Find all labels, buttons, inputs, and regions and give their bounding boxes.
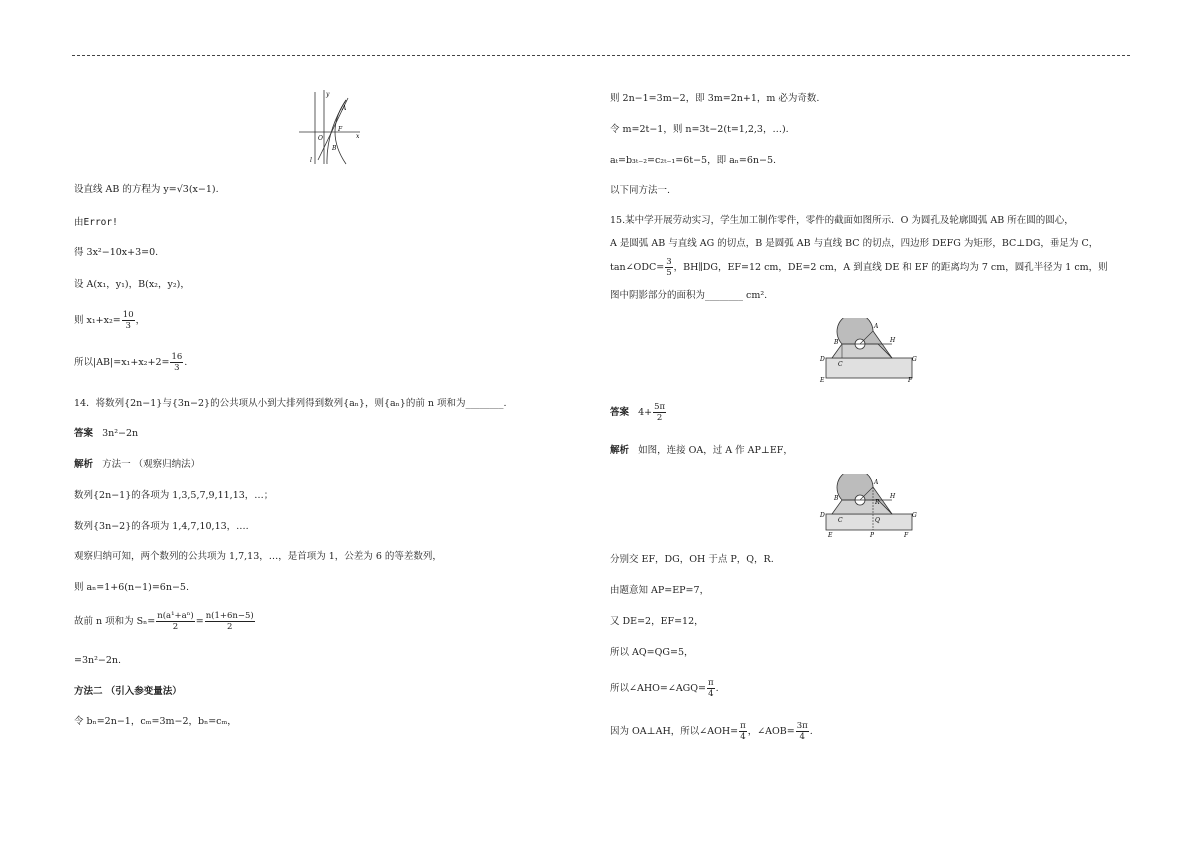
frac-3pi-4	[796, 721, 809, 742]
question-15-line4: 图中阴影部分的面积为________ cm².	[610, 290, 768, 301]
method1-title: 方法一 （观察归纳法）	[102, 459, 201, 470]
analysis-15-line5: 所以 AQ=QG=5，	[610, 647, 694, 658]
answer-label-15: 答案	[610, 407, 630, 418]
answer-15	[610, 400, 667, 426]
quadratic-line: 得 3x²−10x+3=0.	[74, 247, 159, 258]
den: 3	[125, 321, 131, 331]
num: 3	[666, 257, 672, 267]
frac-16-3	[170, 352, 183, 373]
sum-formula	[74, 610, 256, 634]
num: n(1+6n−5)	[205, 611, 254, 621]
tan-post: ，BH∥DG，EF=12 cm，DE=2 cm，A 到直线 DE 和 EF 的距离均为 7 cm，圆孔半径为 1 cm，则	[673, 262, 1108, 273]
sum-formula-pre: 故前 n 项和为 Sₙ=	[74, 616, 156, 627]
analysis-15-line3: 由题意知 AP=EP=7，	[610, 585, 710, 596]
r-line-4: 以下同方法一.	[610, 185, 671, 196]
den: 3	[174, 363, 180, 373]
num: n(a¹+aⁿ)	[157, 611, 194, 621]
num: 16	[171, 352, 183, 362]
fig3-label-q: Q	[875, 517, 880, 524]
sum-frac-2	[205, 611, 255, 632]
tan-pre: tan∠ODC=	[610, 262, 665, 273]
ab-length-line	[74, 352, 187, 374]
fig2-label-c: C	[838, 361, 843, 368]
ab-length-post: .	[184, 357, 188, 368]
analysis-label-15: 解析	[610, 445, 630, 456]
sum-frac-1	[156, 611, 194, 632]
fig3-label-g: G	[912, 512, 917, 519]
sum-formula-eq: =	[195, 616, 204, 627]
fig3-label-h: H	[890, 493, 896, 500]
frac-10-3	[122, 310, 135, 331]
aoh-pre: 因为 OA⊥AH，所以∠AOH=	[610, 726, 739, 737]
analysis-15-line6	[610, 677, 719, 701]
analysis-15-text1: 如图，连接 OA，过 A 作 AP⊥EF，	[638, 445, 793, 456]
fig3-label-e: E	[828, 532, 833, 539]
num: 10	[122, 310, 134, 320]
answer-15-pre: 4+	[638, 407, 653, 418]
answer-label: 答案	[74, 428, 94, 439]
header-divider	[72, 55, 1130, 56]
fig3-label-a: A	[874, 479, 879, 486]
question-14: 14．将数列{2n−1}与{3n−2}的公共项从小到大排列得到数列{aₙ}，则{aₙ}的前 n 项和为________.	[74, 398, 507, 409]
fig3-label-d: D	[820, 512, 825, 519]
part-figure	[818, 318, 918, 386]
den: 4	[799, 732, 805, 742]
fig1-label-b: B	[332, 145, 337, 152]
den: 5	[666, 268, 672, 278]
question-15-line2: A 是圆弧 AB 与直线 AG 的切点，B 是圆弧 AB 与直线 BC 的切点，四边形 DEFG 为矩形，BC⊥DG，垂足为 C，	[610, 238, 1099, 249]
fig1-label-a: A	[342, 105, 347, 112]
den: 4	[740, 732, 746, 742]
method2-title: 方法二 （引入参变量法）	[74, 686, 182, 697]
fig2-label-d: D	[820, 356, 825, 363]
fig3-label-r: R	[875, 499, 880, 506]
den: 4	[708, 689, 714, 699]
points-line: 设 A(x₁，y₁)，B(x₂，y₂)，	[74, 279, 190, 290]
fig1-label-f: F	[338, 126, 343, 133]
aob-mid: ，∠AOB=	[747, 726, 795, 737]
ab-length-pre: 所以|AB|=x₁+x₂+2=	[74, 357, 170, 368]
analysis-label: 解析	[74, 459, 94, 470]
sum-x-pre: 则 x₁+x₂=	[74, 315, 121, 326]
frac-5pi-2	[653, 402, 666, 423]
analysis-figure	[818, 474, 918, 540]
angle-pre: 所以∠AHO=∠AGQ=	[610, 683, 707, 694]
sum-x-post: ，	[135, 315, 146, 326]
num: 3π	[796, 721, 808, 731]
question-15-line3	[610, 256, 1108, 280]
parabola-figure	[296, 88, 362, 166]
den: 2	[227, 622, 233, 632]
analysis-15-line7	[610, 720, 813, 744]
fig1-label-o: O	[318, 135, 323, 142]
question-15-line1: 15.某中学开展劳动实习，学生加工制作零件，零件的截面如图所示．O 为圆孔及轮廓圆弧 AB 所在圆的圆心，	[610, 215, 1074, 226]
seq2-terms: 数列{3n−2}的各项为 1,4,7,10,13，….	[74, 521, 249, 532]
r-line-3: aₜ=b₃ₜ₋₂=c₂ₜ₋₁=6t−5，即 aₙ=6n−5.	[610, 155, 777, 166]
frac-3-5	[665, 257, 672, 278]
fig2-label-a: A	[874, 323, 879, 330]
seq1-terms: 数列{2n−1}的各项为 1,3,5,7,9,11,13，…；	[74, 490, 274, 501]
fig3-label-p: P	[870, 532, 875, 539]
den: 2	[172, 622, 179, 632]
fig1-label-x: x	[356, 133, 360, 140]
fig2-label-f: F	[908, 377, 913, 384]
num: 5π	[654, 402, 666, 412]
common-terms: 观察归纳可知，两个数列的公共项为 1,7,13，…，是首项为 1，公差为 6 的等差数列，	[74, 551, 442, 562]
fig2-label-b: B	[834, 339, 839, 346]
analysis-15-line4: 又 DE=2，EF=12，	[610, 616, 704, 627]
fig2-label-g: G	[912, 356, 917, 363]
aob-post: .	[809, 726, 813, 737]
fig2-label-h: H	[890, 337, 896, 344]
angle-post: .	[715, 683, 719, 694]
analysis-14-method1	[74, 459, 200, 471]
sum-result: =3n²−2n.	[74, 655, 122, 666]
fig1-label-y: y	[326, 91, 330, 98]
frac-pi-4	[707, 678, 715, 699]
analysis-15-line1	[610, 445, 793, 457]
den: 2	[656, 413, 663, 423]
method2-setup: 令 bₙ=2n−1，cₘ=3m−2，bₙ=cₘ，	[74, 716, 237, 727]
r-line-2: 令 m=2t−1，则 n=3t−2(t=1,2,3，…).	[610, 124, 789, 135]
analysis-15-line2: 分别交 EF，DG，OH 于点 P，Q，R.	[610, 554, 774, 565]
sum-x-line	[74, 310, 145, 332]
fig3-label-f: F	[904, 532, 909, 539]
fig1-label-l: l	[310, 157, 312, 164]
fig3-label-b: B	[834, 495, 839, 502]
frac-pi-4-b	[739, 721, 747, 742]
general-term: 则 aₙ=1+6(n−1)=6n−5.	[74, 582, 189, 593]
num: π	[708, 678, 714, 688]
r-line-1: 则 2n−1=3m−2，即 3m=2n+1，m 必为奇数.	[610, 93, 820, 104]
answer-14	[74, 428, 138, 440]
answer-14-value: 3n²−2n	[102, 428, 139, 439]
error-text: 由Error!	[74, 217, 118, 228]
fig3-label-c: C	[838, 517, 843, 524]
num: π	[740, 721, 746, 731]
fig2-label-e: E	[820, 377, 825, 384]
line-ab-equation: 设直线 AB 的方程为 y=√3(x−1).	[74, 184, 219, 195]
